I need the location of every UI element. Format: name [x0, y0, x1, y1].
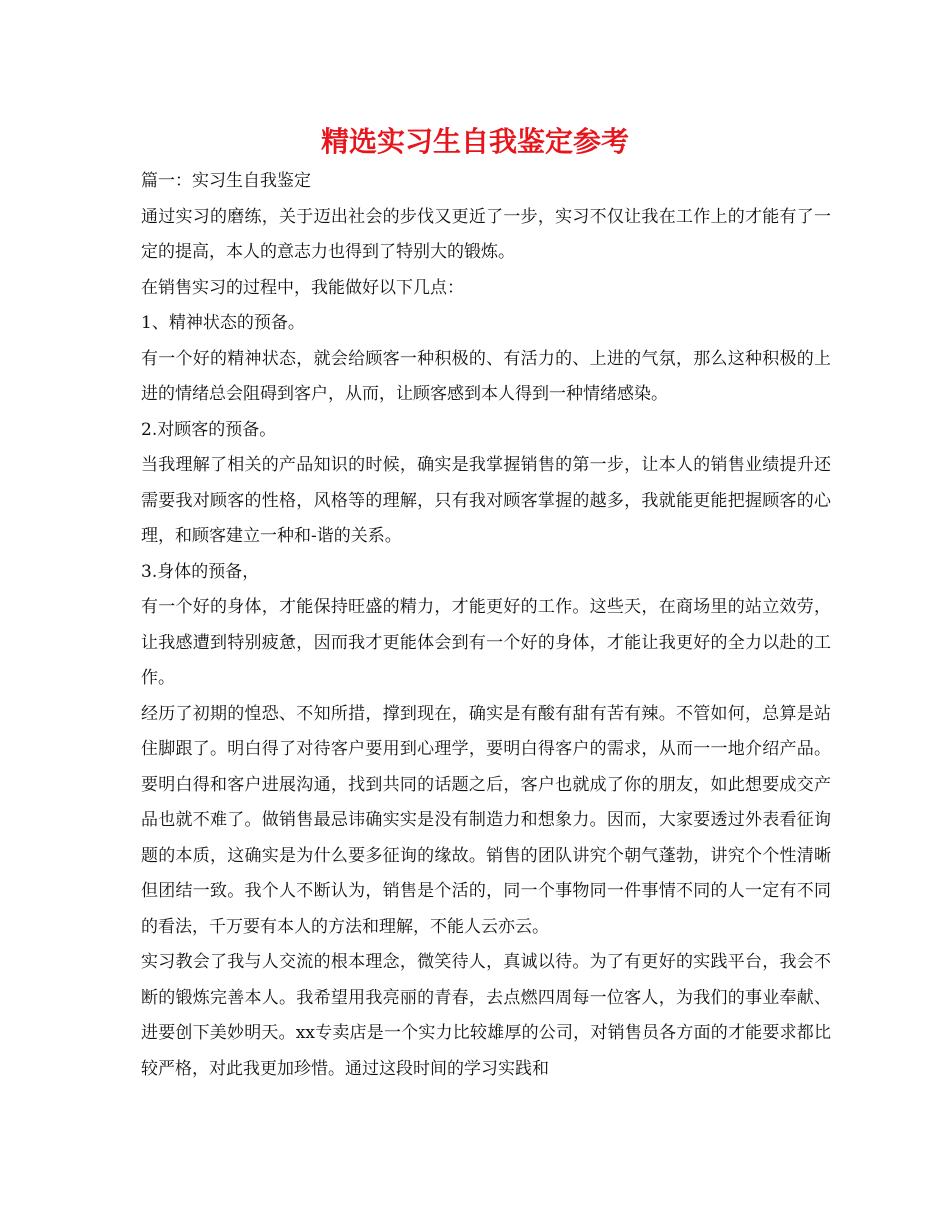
- document-title: 精选实习生自我鉴定参考: [320, 125, 629, 158]
- section-heading: 篇一：实习生自我鉴定: [141, 171, 311, 191]
- paragraph: 通过实习的磨练，关于迈出社会的步伐又更近了一步，实习不仅让我在工作上的才能有了一定的提高，本人的意志力也得到了特别大的锻炼。: [141, 206, 831, 262]
- paragraph: 实习教会了我与人交流的根本理念，微笑待人，真诚以待。为了有更好的实践平台，我会不断的锻炼完善本人。我希望用我亮丽的青春，去点燃四周每一位客人，为我们的事业奉献、进要创下美妙明天。xx专卖店是一个实力比较雄厚的公司，对销售员各方面的才能要求都比较严格，对此我更加珍惜。通过这段时间的学习实践和: [141, 952, 831, 1079]
- document-body: [141, 164, 831, 1087]
- list-heading: 1、精神状态的预备。: [141, 313, 305, 333]
- paragraph: 在销售实习的过程中，我能做好以下几点：: [141, 277, 464, 298]
- paragraph: 有一个好的身体，才能保持旺盛的精力，才能更好的工作。这些天，在商场里的站立效劳，让我感遭到特别疲惫，因而我才更能体会到有一个好的身体，才能让我更好的全力以赴的工作。: [141, 597, 831, 688]
- list-heading: 2.对顾客的预备。: [141, 419, 277, 440]
- paragraph: 经历了初期的惶恐、不知所措，撑到现在，确实是有酸有甜有苦有辣。不管如何，总算是站住脚跟了。明白得了对待客户要用到心理学，要明白得客户的需求，从而一一地介绍产品。要明白得和客户进展沟通，找到共同的话题之后，客户也就成了你的朋友，如此想要成交产品也就不难了。做销售最忌讳确实实是没有制造力和想象力。因而，大家要透过外表看征询题的本质，这确实是为什么要多征询的缘故。销售的团队讲究个朝气蓬勃，讲究个个性清晰但团结一致。我个人不断认为，销售是个活的，同一个事物同一件事情不同的人一定有不同的看法，千万要有本人的方法和理解，不能人云亦云。: [141, 703, 831, 937]
- paragraph: 有一个好的精神状态，就会给顾客一种积极的、有活力的、上进的气氛，那么这种积极的上进的情绪总会阻碍到客户，从而，让顾客感到本人得到一种情绪感染。: [141, 348, 831, 404]
- paragraph: 当我理解了相关的产品知识的时候，确实是我掌握销售的第一步，让本人的销售业绩提升还需要我对顾客的性格，风格等的理解，只有我对顾客掌握的越多，我就能更能把握顾客的心理，和顾客建立一种和-谐的关系。: [141, 455, 831, 546]
- list-heading: 3.身体的预备，: [141, 561, 260, 582]
